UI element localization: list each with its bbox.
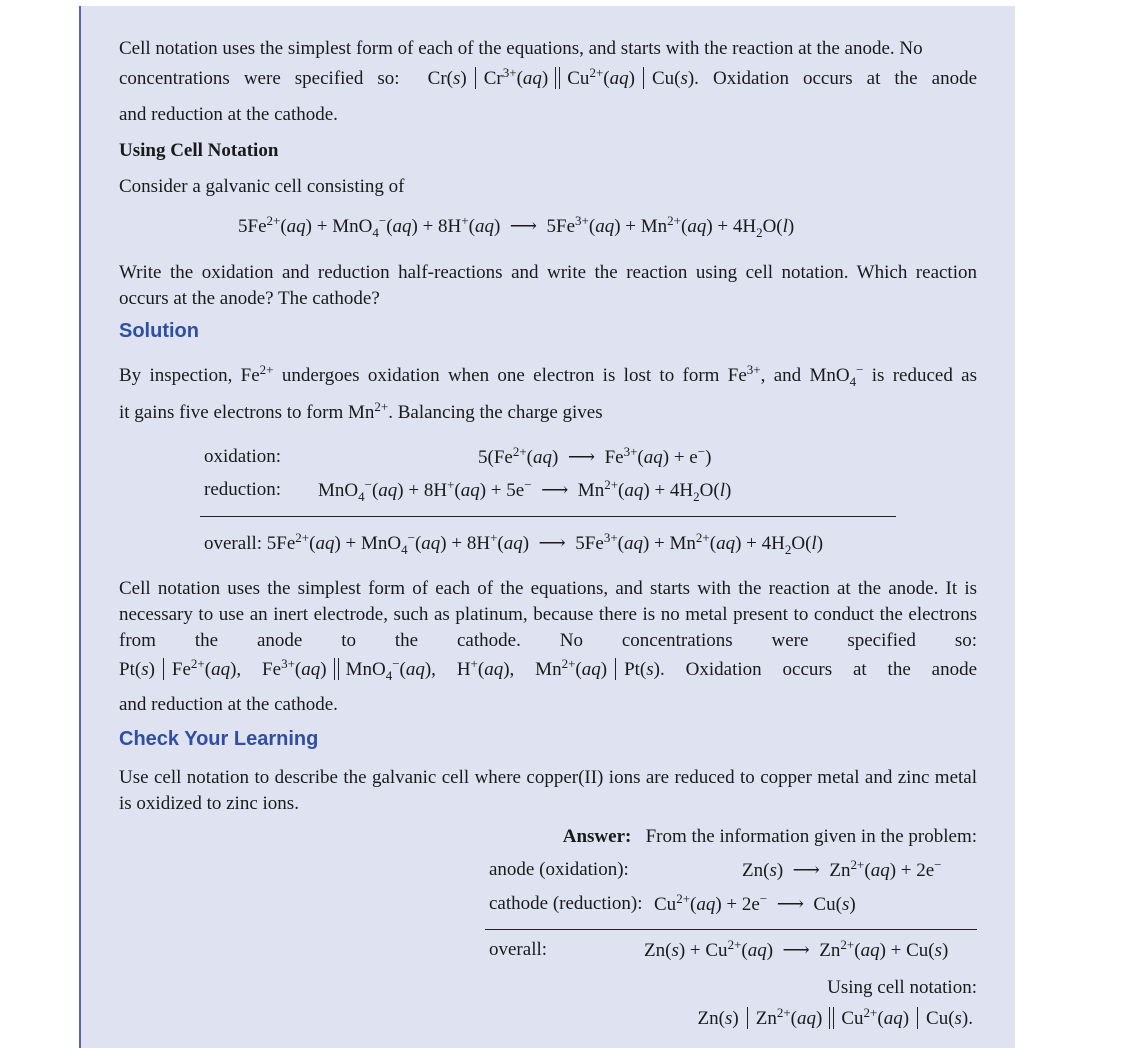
cathode-equation: $Cu^{2+}(aq) + 2e^-$ ⟶ Cu(s) xyxy=(654,891,856,915)
example-heading: Using Cell Notation xyxy=(119,140,279,161)
cell-notation-pt-line: Pt(s) $Fe^{2+}(aq)$, $Fe^{3+}(aq)$ MnO$_4$−(aq), H+(aq), $Mn^{2+}(aq)$ Pt(s). Oxidation occurs at the anode xyxy=(119,656,978,683)
intro-line-2: concentrations were specified so: Cr(s) $Cr^{3+}(aq)$ $Cu^{2+}(aq)$ Cu(s). Oxidation occurs at the anode xyxy=(119,65,978,89)
check-question: Use cell notation to describe the galvanic cell where copper(II) ions are reduced to copper metal and zinc metal is oxidized to zinc ions. xyxy=(119,767,977,814)
oxidation-equation: $5(Fe^{2+}(aq)$ ⟶ $Fe^{3+}(aq) + e^-$) xyxy=(478,444,712,468)
cell-notation-zn-cu: Zn(s) $Zn^{2+}(aq)$ $Cu^{2+}(aq)$ Cu(s). xyxy=(697,1005,973,1029)
example-question: Write the oxidation and reduction half-reactions and write the reaction using cell notation. Which reaction occurs at the anode? The cathode? xyxy=(119,262,977,309)
answer-overall-equation: $Zn(s) + Cu^{2+}(aq)$ ⟶ $Zn^{2+}(aq) + Cu(s)$ xyxy=(644,937,949,961)
intro-line-1: Cell notation uses the simplest form of each of the equations, and starts with the reaction at the anode. No xyxy=(119,38,923,59)
solution-last-line: and reduction at the cathode. xyxy=(119,694,338,715)
reduction-equation: MnO$_4$−(aq) + 8H+(aq) + 5e− ⟶ $Mn^{2+}(aq) + 4H_2O(l)$ xyxy=(318,477,732,504)
example-prompt: Consider a galvanic cell consisting of xyxy=(119,176,405,197)
solution-line-1: By inspection, $Fe^{2+}$ undergoes oxidation when one electron is lost to form $Fe^{3+}$, and MnO$_4$− is reduced as xyxy=(119,362,977,389)
anode-label: anode (oxidation): xyxy=(489,859,629,880)
cell-notation-cr-cu: Cr(s) $Cr^{3+}(aq)$ $Cu^{2+}(aq)$ Cu(s). xyxy=(413,65,699,89)
example-panel xyxy=(79,6,1015,1048)
notation-label: Using cell notation: xyxy=(827,977,977,998)
intro-line-3: and reduction at the cathode. xyxy=(119,104,338,125)
answer-sum-rule xyxy=(485,929,977,930)
sum-rule xyxy=(200,516,896,517)
overall-equation: overall: $5Fe^{2+}(aq) + MnO_4^-(aq) + 8H^+(aq)$ ⟶ $5Fe^{3+}(aq) + Mn^{2+}(aq) + 4H_2O(l)$ xyxy=(204,530,824,557)
check-heading: Check Your Learning xyxy=(119,728,319,750)
main-equation: $5Fe^{2+}(aq) + MnO_4^-(aq) + 8H^+(aq)$ ⟶ $5Fe^{3+}(aq) + Mn^{2+}(aq) + 4H_2O(l)$ xyxy=(238,213,795,240)
cathode-label: cathode (reduction): xyxy=(489,893,643,914)
anode-equation: Zn(s) ⟶ $Zn^{2+}(aq) + 2e^-$ xyxy=(742,857,942,881)
oxidation-label: oxidation: xyxy=(204,446,282,467)
solution-line-2: it gains five electrons to form $Mn^{2+}$. Balancing the charge gives xyxy=(119,399,603,423)
cell-notation-pt: Pt(s) $Fe^{2+}(aq)$, $Fe^{3+}(aq)$ MnO$_4$−(aq), H+(aq), $Mn^{2+}(aq)$ Pt(s). xyxy=(119,656,665,683)
solution-heading: Solution xyxy=(119,320,199,342)
reduction-label: reduction: xyxy=(204,479,282,500)
answer-overall-label: overall: xyxy=(489,939,548,960)
solution-paragraph-2: Cell notation uses the simplest form of each of the equations, and starts with the reaction at the anode. It is necessary to use an inert electrode, such as platinum, because there is no metal present to conduct the electrons from the anode to the cathode. No concentrations were specified so: xyxy=(119,578,977,651)
answer-line: Answer: From the information given in the problem: xyxy=(562,826,977,847)
